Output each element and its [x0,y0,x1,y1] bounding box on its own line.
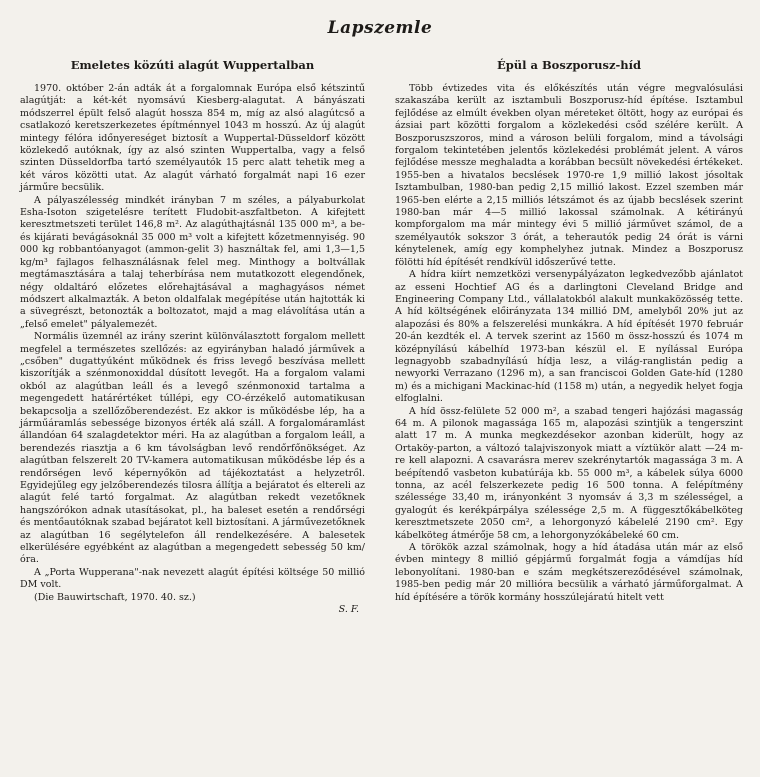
article-paragraph: A hídra kiírt nemzetközi versenypályázaton legkedvezőbb ajánlatot az esseni Hochtief AG és a darlingtoni Cleveland Bridge and Engineering Company Ltd., vállalatokból alakult munkaközösség tette. A híd költségének előirányzata 134 millió DM, amelyből 20% jut az alapozási és 80% a felszerelési munkákra. A híd építését 1970 február 20-án kezdték el. A tervek szerint az 1560 m össz-hosszú és 1074 m középnyílású kábelhíd 1973-ban készül el. E nyílással Európa legnagyobb szabadnyílású hídja lesz, a világ-ranglistán pedig a newyorki Verrazano (1296 m), a san franciscoi Golden Gate-híd (1280 m) és a michigani Mackinac-híd (1158 m) után, a negyedik helyet fogja elfoglalni. [395,269,743,405]
article-paragraph: Normális üzemnél az irány szerint különválasztott forgalom mellett megfelel a természetes szellőzés: az egyirányban haladó járművek a „csőben" dugattyúként működnek és friss levegő beszívása mellett kiszorítják a szénmonoxiddal dúsított levegőt. Ha a forgalom valami okból az alagútban leáll és a levegő szénmonoxid tartalma a megengedett határértéket túllépi, egy CO-érzékelő automatikusan bekapcsolja a szellőzőberendezést. Ez akkor is működésbe lép, ha a járműáramlás sebessége bizonyos érték alá száll. A forgalomáramlást állandóan 64 szalagdetektor méri. Ha az alagútban a forgalom leáll, a berendezés riasztja a 6 km távolságban levő rendőrfőnökséget. Az alagútban felszerelt 20 TV-kamera automatikusan működésbe lép és a rendőrségen levő képernyőkön ad tájékoztatást a helyzetről. Egyidejűleg egy jelzőberendezés tilosra állítja a bejáratot és eltereli az alagút felé tartó forgalmat. Az alagútban rekedt vezetőknek hangszórókon adnak utasításokat, pl., ha baleset esetén a rendőrségi és mentőautóknak szabad bejáratot kell biztosítani. A járművezetőknek az alagútban 16 segélytelefon áll rendelkezésére. A balesetek elkerülésére egyébként az alagútban a megengedett sebesség 50 km/óra. [20,331,365,566]
article-paragraph: Több évtizedes vita és előkészítés után végre megvalósulási szakaszába került az isztambuli Boszporusz-híd építése. Isztambul fejlődése az elmúlt években olyan méreteket öltött, hogy az európai és ázsiai part közötti forgalom a közlekedési csőd szélére került. A Boszporuszszoros, mind a városon belüli forgalom, mind a távolsági forgalom tekintetében jelentős közlekedési problémát jelent. A város fejlődése messze meghaladta a korábban becsült növekedési értékeket. 1955-ben a hivatalos becslések 1970-re 1,9 millió lakost jósoltak Isztambulban, 1980-ban pedig 2,15 millió lakost. Ezzel szemben már 1965-ben elérte a 2,15 milliós létszámot és az újabb becslések szerint 1980-ban már 4—5 millió lakossal számolnak. A kétirányú kompforgalom ma már mintegy évi 5 millió járművet számol, de a személyautók sokszor 3 órát, a teherautók pedig 24 órát is várni kénytelenek, amíg egy komphelyhez jutnak. Mindez a Boszporusz fölötti híd építését rendkívül időszerűvé tette. [395,83,743,268]
article-wuppertal-tunnel [20,58,365,616]
article-bosporus-bridge [395,58,743,604]
article-title: Épül a Boszporusz-híd [496,58,642,72]
article-source: (Die Bauwirtschaft, 1970. 40. sz.) [34,591,196,603]
author-signature: S. F. [338,604,359,616]
article-paragraph: A „Porta Wupperana"-nak nevezett alagút építési költsége 50 millió DM volt. [20,566,365,591]
article-paragraph: A törökök azzal számolnak, hogy a híd átadása után már az első évben mintegy 8 millió gépjármű forgalmát fogja a vámdíjas híd lebonyolítani. 1980-ban e szám megkétszereződésével számolnak, 1985-ben pedig már 20 millióra becsülik a várható járműforgalmat. A híd építésére a török kormány hosszúlejáratú hitelt vett [395,542,743,603]
article-paragraph: 1970. október 2-án adták át a forgalomnak Európa első kétszintű alagútját: a két-két nyomsávú Kiesberg-alagutat. A bányászati módszerrel épült felső alagút hossza 854 m, míg az alsó alagútcső a csatlakozó keretszerkezetes építménnyel 1043 m hosszú. Az új alagút mintegy félóra időnyereséget biztosít a Wuppertal-Düsseldorf között közlekedő autóknak, így az alsó szinten Wuppertalba, vagy a felső szinten Düsseldorfba tartó személyautók 15 perc alatt tehetik meg a két város közötti utat. Az alagút várható forgalmát napi 16 ezer járműre becsülik. [20,83,365,194]
section-masthead: Lapszemle [327,18,433,38]
article-paragraph: A pályaszélesség mindkét irányban 7 m széles, a pályaburkolat Esha-Isoton szigetelésre terített Fludobit-aszfaltbeton. A kifejtett keresztmetszeti terület 146,8 m². Az alagúthajtásnál 135 000 m³, a be- és kijárati bevágásoknál 35 000 m³ volt a kifejtett kőzetmennyiség. 90 000 kg robbantóanyagot (ammon-gelit 3) használtak fel, ami 1,3—1,5 kg/m³ fajlagos felhasználásnak felel meg. Minthogy a boltvállak megtámasztására a talaj teherbírása nem mutatkozott elegendőnek, négy oldaltáró előzetes előrehajtásával a maghagyásos német módszert alkalmazták. A beton oldalfalak megépítése után hajtották ki a süvegrészt, betonozták a boltozatot, majd a mag elávolítása után a „felső emelet" pályalemezét. [20,194,365,330]
article-title: Emeletes közúti alagút Wuppertalban [70,58,315,72]
article-paragraph: A híd össz-felülete 52 000 m², a szabad tengeri hajózási magasság 64 m. A pilonok magassága 165 m, alapozási szintjük a tengerszint alatt 17 m. A munka megkezdésekor azonban kiderült, hogy az Ortaköy-parton, a változó talajviszonyok miatt a víztükör alatt —24 m-re kell alapozni. A csavarásra merev szekrénytartók magassága 3 m. A beépítendő vasbeton kubatúrája kb. 55 000 m³, a kábelek súlya 6000 tonna, az acél felszerkezete pedig 16 500 tonna. A felépítmény szélessége 33,40 m, irányonként 3 nyomsáv á 3,3 m szélességel, a gyalogút és kerékpárpálya szélessége 2,5 m. A függesztőkábelköteg keresztmetszete 2050 cm², a lehorgonyzó kábelelé 2190 cm². Egy kábelköteg átmérője 58 cm, a lehorgonyzókábeleké 60 cm. [395,405,743,541]
